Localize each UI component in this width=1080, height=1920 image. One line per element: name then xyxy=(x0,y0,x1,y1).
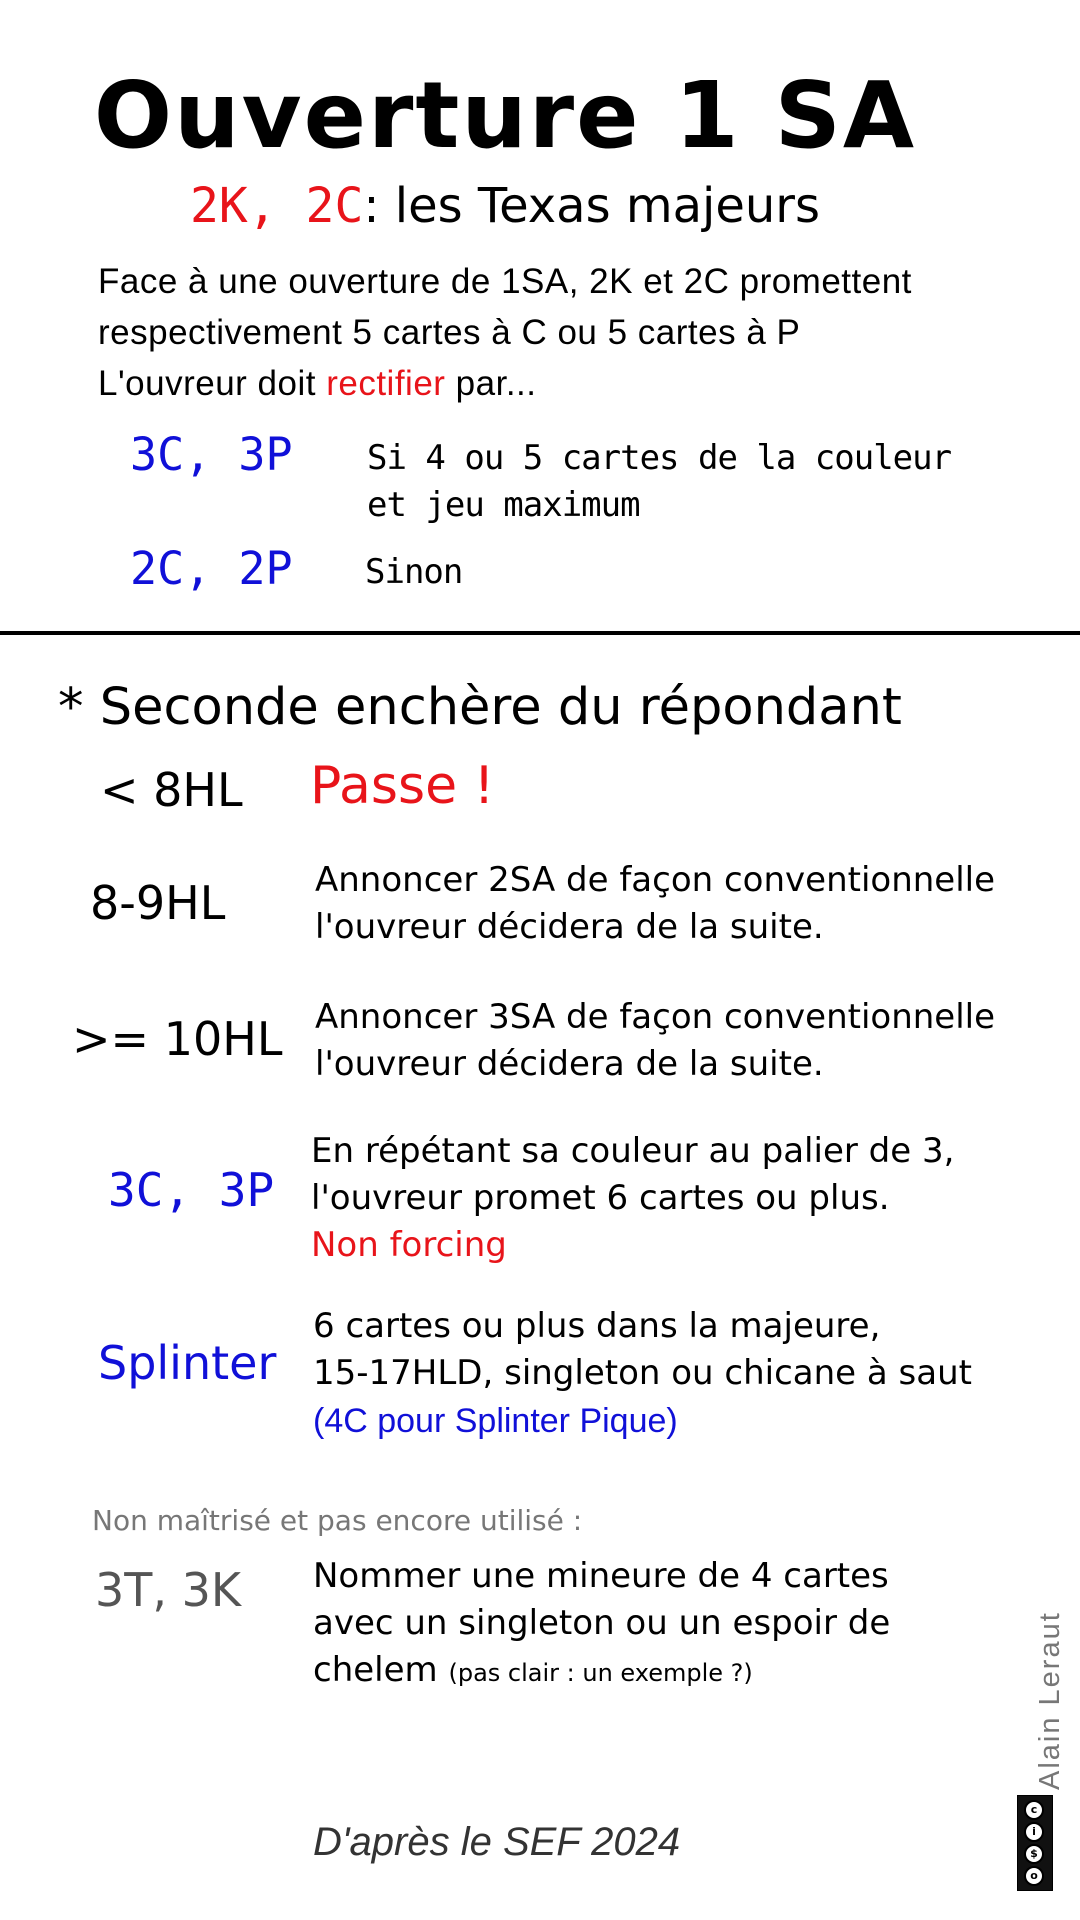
intro-line-2: respectivement 5 cartes à C ou 5 cartes à P xyxy=(98,313,801,352)
author-credit: Alain Leraut xyxy=(1034,1611,1066,1790)
response-action: Passe ! xyxy=(310,756,495,816)
response-text: 6 cartes ou plus dans la majeure, xyxy=(313,1306,881,1346)
rectify-desc: Sinon xyxy=(365,552,463,592)
response-text: l'ouvreur décidera de la suite. xyxy=(315,907,824,947)
response-text: Annoncer 2SA de façon conventionnelle xyxy=(315,860,996,900)
section-divider xyxy=(0,631,1080,635)
intro-highlight: rectifier xyxy=(326,364,446,403)
response-label: 3C, 3P xyxy=(108,1163,275,1217)
subtitle-text: : les Texas majeurs xyxy=(363,178,821,234)
rectify-bid: 2C, 2P xyxy=(130,542,293,595)
response-text: En répétant sa couleur au palier de 3, xyxy=(311,1131,955,1171)
intro-line-1: Face à une ouverture de 1SA, 2K et 2C promettent xyxy=(98,262,912,301)
response-text: Annoncer 3SA de façon conventionnelle xyxy=(315,997,996,1037)
section-title: * Seconde enchère du répondant xyxy=(58,678,902,737)
unused-label: 3T, 3K xyxy=(95,1563,242,1617)
response-text: l'ouvreur promet 6 cartes ou plus. xyxy=(311,1178,890,1218)
response-text: l'ouvreur décidera de la suite. xyxy=(315,1044,824,1084)
response-label: 8-9HL xyxy=(90,876,226,930)
unused-text: chelem xyxy=(313,1650,438,1690)
response-note: Non forcing xyxy=(311,1225,507,1265)
intro-line-3-before: L'ouvreur doit xyxy=(98,364,327,403)
unused-text-last xyxy=(313,1647,753,1697)
cc-by-nc-sa-icon: c i $ o xyxy=(1017,1795,1053,1891)
footer-source: D'après le SEF 2024 xyxy=(313,1820,681,1864)
subtitle-codes: 2K, 2C xyxy=(189,178,364,234)
response-note: (4C pour Splinter Pique) xyxy=(313,1402,678,1440)
rectify-desc: Si 4 ou 5 cartes de la couleur xyxy=(367,438,952,478)
page-title: Ouverture 1 SA xyxy=(93,62,917,169)
response-text: 15-17HLD, singleton ou chicane à saut xyxy=(313,1353,972,1393)
unused-heading: Non maîtrisé et pas encore utilisé : xyxy=(92,1504,583,1537)
intro-line-3-after: par... xyxy=(445,364,537,403)
rectify-bid: 3C, 3P xyxy=(130,428,293,481)
unused-text: avec un singleton ou un espoir de xyxy=(313,1603,891,1643)
rectify-desc: et jeu maximum xyxy=(367,485,640,525)
page-subtitle xyxy=(0,178,1010,234)
response-label: >= 10HL xyxy=(72,1012,283,1066)
unused-text: Nommer une mineure de 4 cartes xyxy=(313,1556,889,1596)
intro-line-3 xyxy=(98,364,537,404)
response-label: Splinter xyxy=(98,1336,277,1390)
unused-aside: (pas clair : un exemple ?) xyxy=(448,1659,753,1687)
response-label: < 8HL xyxy=(100,763,243,817)
